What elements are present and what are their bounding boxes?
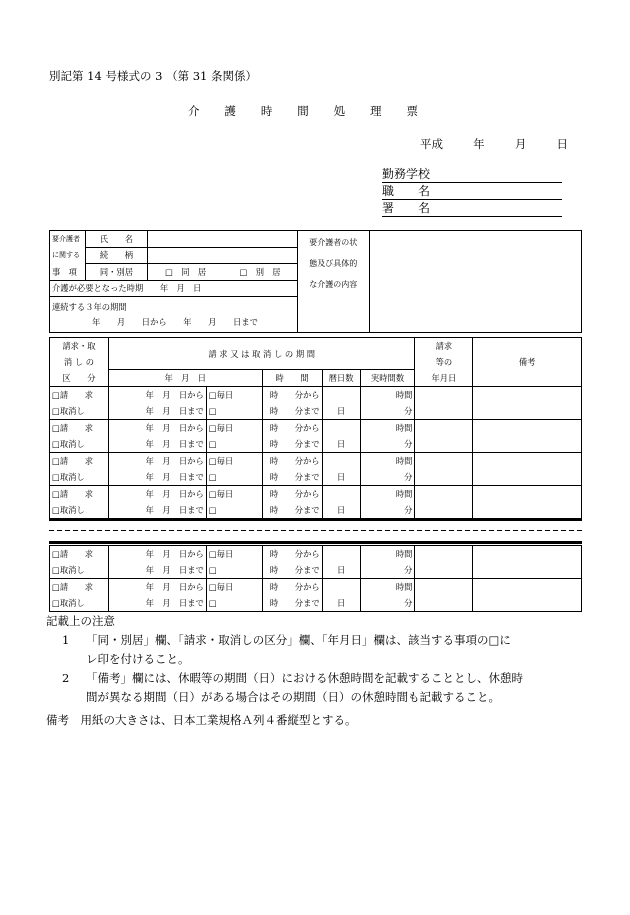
ymd-header: 年 月 日 [108, 370, 262, 387]
title-char: 介 [188, 104, 200, 118]
days-cell[interactable] [322, 420, 360, 437]
time-to[interactable]: 時 分まで [262, 469, 322, 486]
cancel-checkbox[interactable]: □取消し [50, 469, 109, 486]
request-row [50, 486, 582, 503]
minutes-unit: 分 [360, 403, 415, 420]
title-char: 時 [260, 104, 273, 118]
hours-cell[interactable]: 時間 [360, 546, 415, 563]
minutes-unit: 分 [360, 436, 415, 453]
days-unit: 日 [322, 403, 360, 420]
request-row [50, 579, 582, 596]
cancel-checkbox[interactable]: □取消し [50, 502, 109, 519]
period-header: 請 求 又 は 取 消 し の 期 間 [108, 338, 415, 370]
form-title [188, 103, 418, 119]
request-date-cell[interactable] [415, 453, 473, 486]
bottom-rows [50, 546, 582, 612]
daily-checkbox[interactable]: □毎日 [206, 387, 262, 404]
remarks-cell[interactable] [473, 420, 582, 453]
minutes-unit: 分 [360, 595, 415, 612]
name-label: 氏 名 [85, 231, 147, 248]
from-date[interactable]: 年 月 日から [108, 387, 206, 404]
hours-cell[interactable]: 時間 [360, 420, 415, 437]
care-state-label-cont [297, 297, 369, 333]
signature-position[interactable]: 職 名 [382, 183, 562, 200]
remarks-cell[interactable] [473, 453, 582, 486]
time-header: 時 間 [262, 370, 322, 387]
date-month: 月 [514, 137, 527, 151]
request-date-header: 請求 等の 年月日 [415, 338, 473, 387]
to-date[interactable]: 年 月 日まで [108, 502, 206, 519]
time-from[interactable]: 時 分から [262, 579, 322, 596]
paper-size-remark: 備考 用紙の大きさは、日本工業規格Ａ列４番縦型とする。 [46, 713, 357, 727]
cancel-checkbox[interactable]: □取消し [50, 562, 109, 579]
request-date-cell[interactable] [415, 546, 473, 579]
care-need-time[interactable]: 介護が必要となった時期 年 月 日 [50, 280, 298, 297]
remarks-header: 備考 [473, 338, 582, 387]
title-char: 間 [297, 104, 309, 118]
title-char: 理 [370, 104, 382, 118]
from-date[interactable]: 年 月 日から [108, 486, 206, 503]
hours-cell[interactable]: 時間 [360, 453, 415, 470]
note-2-number: 2 [62, 671, 70, 685]
note-1-line1: 「同・別居」欄、「請求・取消しの区分」欄、「年月日」欄は、該当する事項の□に [86, 633, 511, 647]
cancel-checkbox[interactable]: □取消し [50, 403, 109, 420]
to-date[interactable]: 年 月 日まで [108, 469, 206, 486]
care-target-label: 要介護者 [50, 231, 86, 248]
calendar-days-header: 暦日数 [322, 370, 360, 387]
care-state-field[interactable] [369, 231, 581, 333]
daily-checkbox[interactable]: □毎日 [206, 420, 262, 437]
time-from[interactable]: 時 分から [262, 387, 322, 404]
title-char: 処 [333, 104, 346, 118]
request-date-cell[interactable] [415, 486, 473, 519]
time-from[interactable]: 時 分から [262, 546, 322, 563]
period-table [49, 337, 582, 519]
divider-dash [49, 530, 582, 531]
time-to[interactable]: 時 分まで [262, 502, 322, 519]
other-checkbox[interactable]: □ [206, 469, 262, 486]
from-date[interactable]: 年 月 日から [108, 453, 206, 470]
other-checkbox[interactable]: □ [206, 436, 262, 453]
relation-field[interactable] [147, 247, 297, 264]
consecutive-period[interactable]: 連続する３年の期間 年 月 日から 年 月 日まで [50, 297, 298, 333]
remarks-cell[interactable] [473, 546, 582, 579]
signature-school[interactable]: 勤務学校 [382, 166, 562, 183]
from-date[interactable]: 年 月 日から [108, 579, 206, 596]
minutes-unit: 分 [360, 562, 415, 579]
to-date[interactable]: 年 月 日まで [108, 562, 206, 579]
date-line [420, 136, 568, 152]
request-checkbox[interactable]: □請 求 [50, 486, 109, 503]
request-checkbox[interactable]: □請 求 [50, 579, 109, 596]
request-row [50, 387, 582, 404]
note-1-number: 1 [62, 633, 70, 647]
time-to[interactable]: 時 分まで [262, 562, 322, 579]
date-day: 日 [556, 137, 568, 151]
to-date[interactable]: 年 月 日まで [108, 403, 206, 420]
form-label: 別記第 14 号様式の 3 （第 31 条関係） [49, 69, 258, 83]
daily-checkbox[interactable]: □毎日 [206, 579, 262, 596]
cohabit-separate-checkbox[interactable]: □ 別 居 [223, 264, 297, 281]
request-checkbox[interactable]: □請 求 [50, 420, 109, 437]
days-unit: 日 [322, 595, 360, 612]
hours-cell[interactable]: 時間 [360, 486, 415, 503]
from-date[interactable]: 年 月 日から [108, 546, 206, 563]
title-char: 票 [406, 104, 418, 118]
hours-cell[interactable]: 時間 [360, 387, 415, 404]
days-unit: 日 [322, 502, 360, 519]
request-date-cell[interactable] [415, 420, 473, 453]
related-label: に関する [50, 247, 86, 264]
days-cell[interactable] [322, 486, 360, 503]
top-rows [50, 387, 582, 519]
minutes-unit: 分 [360, 502, 415, 519]
divider-top [49, 518, 582, 521]
signature-name[interactable]: 署 名 [382, 200, 562, 217]
days-cell[interactable] [322, 546, 360, 563]
to-date[interactable]: 年 月 日まで [108, 595, 206, 612]
days-cell[interactable] [322, 579, 360, 596]
other-checkbox[interactable]: □ [206, 562, 262, 579]
date-era: 平成 [420, 137, 443, 151]
other-checkbox[interactable]: □ [206, 595, 262, 612]
days-unit: 日 [322, 469, 360, 486]
remarks-cell[interactable] [473, 387, 582, 420]
care-state-label: 要介護者の状 態及び具体的 な介護の内容 [297, 231, 369, 297]
request-row [50, 453, 582, 470]
cohabit-same-checkbox[interactable]: □ 同 居 [147, 264, 223, 281]
request-checkbox[interactable]: □請 求 [50, 387, 109, 404]
time-to[interactable]: 時 分まで [262, 403, 322, 420]
other-checkbox[interactable]: □ [206, 502, 262, 519]
remarks-cell[interactable] [473, 486, 582, 519]
matters-label: 事 項 [50, 264, 86, 281]
time-to[interactable]: 時 分まで [262, 595, 322, 612]
remarks-cell[interactable] [473, 579, 582, 612]
request-date-cell[interactable] [415, 387, 473, 420]
hours-cell[interactable]: 時間 [360, 579, 415, 596]
minutes-unit: 分 [360, 469, 415, 486]
note-2-line2: 間が異なる期間（日）がある場合はその期間（日）の休憩時間も記載すること。 [86, 690, 500, 704]
request-row [50, 546, 582, 563]
care-target-table [49, 230, 582, 333]
note-2-line1: 「備考」欄には、休暇等の期間（日）における休憩時間を記載することとし、休憩時 [86, 671, 523, 685]
time-to[interactable]: 時 分まで [262, 436, 322, 453]
other-checkbox[interactable]: □ [206, 403, 262, 420]
time-from[interactable]: 時 分から [262, 453, 322, 470]
period-table-continued [49, 545, 582, 612]
days-unit: 日 [322, 436, 360, 453]
date-year: 年 [473, 137, 485, 151]
name-field[interactable] [147, 231, 297, 248]
note-1-line2: レ印を付けること。 [86, 652, 190, 666]
time-from[interactable]: 時 分から [262, 486, 322, 503]
request-row [50, 420, 582, 437]
divider-bottom [49, 541, 582, 544]
relation-label: 続 柄 [85, 247, 147, 264]
days-unit: 日 [322, 562, 360, 579]
daily-checkbox[interactable]: □毎日 [206, 453, 262, 470]
cancel-checkbox[interactable]: □取消し [50, 436, 109, 453]
request-checkbox[interactable]: □請 求 [50, 546, 109, 563]
category-header: 請求・取 消 し の 区 分 [50, 338, 109, 387]
cohabit-label: 同・別居 [85, 264, 147, 281]
request-checkbox[interactable]: □請 求 [50, 453, 109, 470]
to-date[interactable]: 年 月 日まで [108, 436, 206, 453]
actual-hours-header: 実時間数 [360, 370, 415, 387]
daily-checkbox[interactable]: □毎日 [206, 486, 262, 503]
cancel-checkbox[interactable]: □取消し [50, 595, 109, 612]
request-date-cell[interactable] [415, 579, 473, 612]
title-char: 護 [224, 104, 236, 118]
days-cell[interactable] [322, 387, 360, 404]
from-date[interactable]: 年 月 日から [108, 420, 206, 437]
time-from[interactable]: 時 分から [262, 420, 322, 437]
notes-heading: 記載上の注意 [46, 614, 115, 628]
days-cell[interactable] [322, 453, 360, 470]
daily-checkbox[interactable]: □毎日 [206, 546, 262, 563]
